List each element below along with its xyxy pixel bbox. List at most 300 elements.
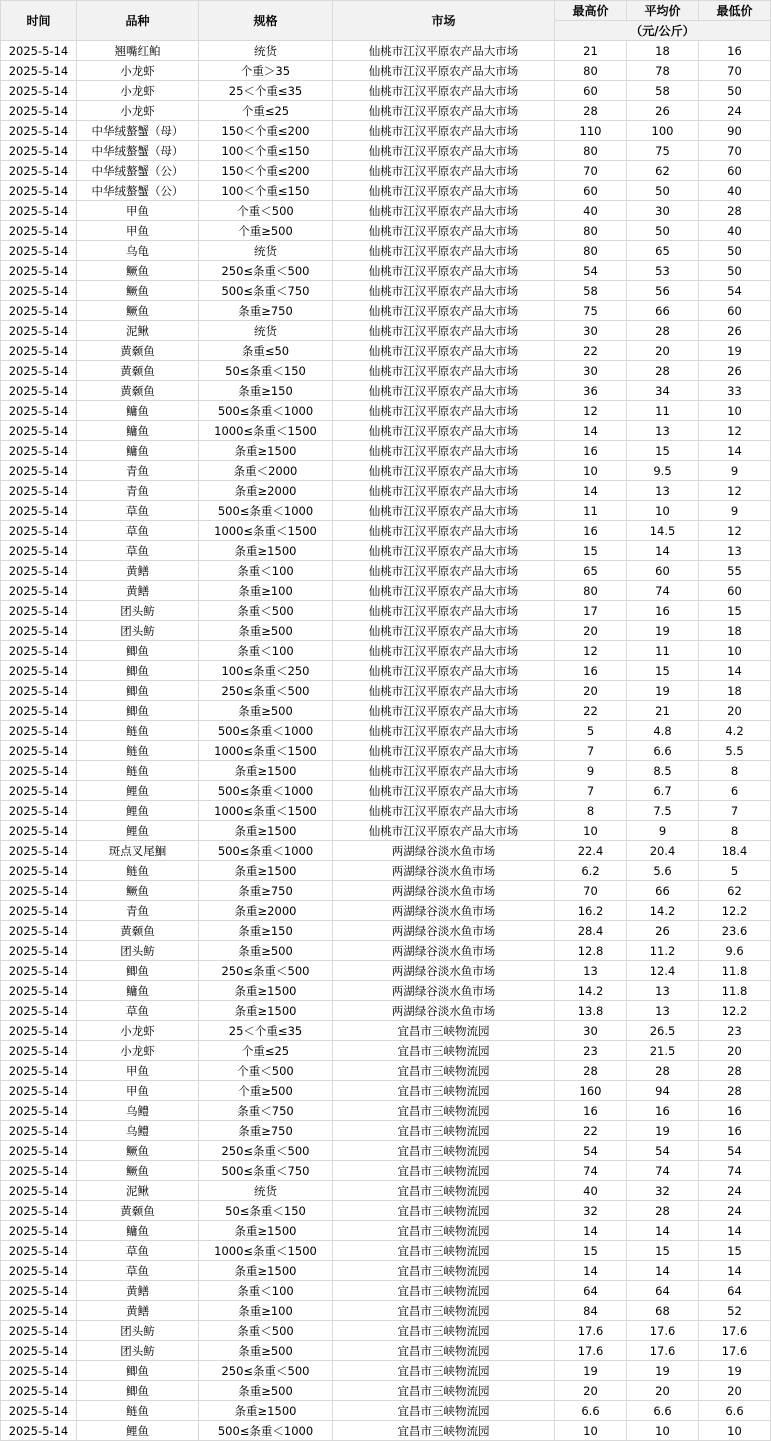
cell-avg: 50 — [627, 181, 699, 201]
cell-low: 70 — [699, 61, 771, 81]
cell-spec: 条重≥2000 — [199, 481, 333, 501]
table-row — [1, 281, 771, 301]
cell-market: 两湖绿谷淡水鱼市场 — [333, 941, 555, 961]
cell-spec: 1000≤条重＜1500 — [199, 421, 333, 441]
cell-market: 仙桃市江汉平原农产品大市场 — [333, 701, 555, 721]
cell-spec: 250≤条重＜500 — [199, 681, 333, 701]
cell-market: 仙桃市江汉平原农产品大市场 — [333, 681, 555, 701]
cell-low: 24 — [699, 101, 771, 121]
cell-variety: 黄颡鱼 — [77, 381, 199, 401]
cell-market: 宜昌市三峡物流园 — [333, 1101, 555, 1121]
cell-low: 12 — [699, 481, 771, 501]
cell-high: 9 — [555, 761, 627, 781]
cell-date: 2025-5-14 — [1, 741, 77, 761]
cell-avg: 21 — [627, 701, 699, 721]
cell-market: 仙桃市江汉平原农产品大市场 — [333, 641, 555, 661]
cell-high: 32 — [555, 1201, 627, 1221]
cell-variety: 鲫鱼 — [77, 641, 199, 661]
table-row — [1, 141, 771, 161]
cell-variety: 团头鲂 — [77, 941, 199, 961]
cell-market: 宜昌市三峡物流园 — [333, 1201, 555, 1221]
cell-variety: 泥鳅 — [77, 1181, 199, 1201]
table-row — [1, 901, 771, 921]
cell-avg: 68 — [627, 1301, 699, 1321]
cell-high: 7 — [555, 741, 627, 761]
cell-avg: 13 — [627, 1001, 699, 1021]
cell-date: 2025-5-14 — [1, 1101, 77, 1121]
table-row — [1, 701, 771, 721]
cell-avg: 34 — [627, 381, 699, 401]
cell-market: 仙桃市江汉平原农产品大市场 — [333, 61, 555, 81]
table-row — [1, 361, 771, 381]
cell-variety: 草鱼 — [77, 1241, 199, 1261]
cell-low: 14 — [699, 1221, 771, 1241]
cell-spec: 条重≥150 — [199, 921, 333, 941]
cell-variety: 甲鱼 — [77, 1081, 199, 1101]
cell-variety: 甲鱼 — [77, 201, 199, 221]
table-row — [1, 81, 771, 101]
cell-low: 12 — [699, 521, 771, 541]
cell-avg: 6.7 — [627, 781, 699, 801]
cell-low: 16 — [699, 1101, 771, 1121]
cell-low: 5 — [699, 861, 771, 881]
cell-low: 23.6 — [699, 921, 771, 941]
cell-variety: 鳜鱼 — [77, 1141, 199, 1161]
header-date: 时间 — [1, 1, 77, 41]
cell-avg: 28 — [627, 321, 699, 341]
cell-date: 2025-5-14 — [1, 941, 77, 961]
cell-avg: 14.2 — [627, 901, 699, 921]
cell-avg: 5.6 — [627, 861, 699, 881]
cell-variety: 鳙鱼 — [77, 421, 199, 441]
cell-market: 仙桃市江汉平原农产品大市场 — [333, 341, 555, 361]
cell-date: 2025-5-14 — [1, 781, 77, 801]
cell-variety: 鳙鱼 — [77, 401, 199, 421]
table-header — [1, 1, 771, 41]
table-row — [1, 1041, 771, 1061]
cell-spec: 150＜个重≤200 — [199, 121, 333, 141]
cell-spec: 500≤条重＜1000 — [199, 401, 333, 421]
cell-spec: 条重≥1500 — [199, 541, 333, 561]
cell-low: 26 — [699, 321, 771, 341]
cell-spec: 250≤条重＜500 — [199, 1141, 333, 1161]
cell-variety: 鲫鱼 — [77, 661, 199, 681]
cell-variety: 翘嘴红鲌 — [77, 41, 199, 61]
cell-variety: 鲤鱼 — [77, 1421, 199, 1441]
cell-variety: 中华绒螯蟹（公） — [77, 161, 199, 181]
cell-market: 宜昌市三峡物流园 — [333, 1061, 555, 1081]
table-row — [1, 441, 771, 461]
cell-low: 9.6 — [699, 941, 771, 961]
cell-variety: 鲫鱼 — [77, 961, 199, 981]
cell-market: 宜昌市三峡物流园 — [333, 1301, 555, 1321]
cell-spec: 50≤条重＜150 — [199, 1201, 333, 1221]
cell-date: 2025-5-14 — [1, 401, 77, 421]
cell-high: 14.2 — [555, 981, 627, 1001]
cell-low: 24 — [699, 1201, 771, 1221]
cell-variety: 鳜鱼 — [77, 261, 199, 281]
cell-variety: 泥鳅 — [77, 321, 199, 341]
cell-date: 2025-5-14 — [1, 41, 77, 61]
table-row — [1, 521, 771, 541]
cell-market: 仙桃市江汉平原农产品大市场 — [333, 621, 555, 641]
cell-date: 2025-5-14 — [1, 1061, 77, 1081]
cell-low: 19 — [699, 341, 771, 361]
header-avg: 平均价 — [627, 1, 699, 21]
cell-market: 宜昌市三峡物流园 — [333, 1041, 555, 1061]
cell-date: 2025-5-14 — [1, 1001, 77, 1021]
cell-low: 24 — [699, 1181, 771, 1201]
cell-high: 40 — [555, 201, 627, 221]
cell-high: 80 — [555, 581, 627, 601]
cell-high: 12 — [555, 401, 627, 421]
cell-spec: 条重＜100 — [199, 641, 333, 661]
cell-date: 2025-5-14 — [1, 1161, 77, 1181]
cell-avg: 21.5 — [627, 1041, 699, 1061]
cell-high: 14 — [555, 421, 627, 441]
table-row — [1, 501, 771, 521]
cell-high: 16 — [555, 441, 627, 461]
cell-low: 70 — [699, 141, 771, 161]
cell-variety: 黄颡鱼 — [77, 361, 199, 381]
cell-spec: 条重≥1500 — [199, 1261, 333, 1281]
cell-high: 22 — [555, 1121, 627, 1141]
table-row — [1, 1281, 771, 1301]
cell-low: 54 — [699, 281, 771, 301]
cell-spec: 个重≥500 — [199, 1081, 333, 1101]
cell-market: 两湖绿谷淡水鱼市场 — [333, 981, 555, 1001]
cell-market: 宜昌市三峡物流园 — [333, 1321, 555, 1341]
cell-avg: 12.4 — [627, 961, 699, 981]
table-row — [1, 1101, 771, 1121]
cell-market: 仙桃市江汉平原农产品大市场 — [333, 261, 555, 281]
cell-low: 18.4 — [699, 841, 771, 861]
table-row — [1, 641, 771, 661]
cell-high: 14 — [555, 481, 627, 501]
cell-spec: 500≤条重＜750 — [199, 1161, 333, 1181]
cell-variety: 青鱼 — [77, 461, 199, 481]
cell-variety: 小龙虾 — [77, 101, 199, 121]
cell-market: 仙桃市江汉平原农产品大市场 — [333, 221, 555, 241]
cell-low: 60 — [699, 581, 771, 601]
cell-variety: 鲢鱼 — [77, 761, 199, 781]
cell-market: 仙桃市江汉平原农产品大市场 — [333, 81, 555, 101]
cell-high: 58 — [555, 281, 627, 301]
cell-avg: 32 — [627, 1181, 699, 1201]
cell-high: 30 — [555, 321, 627, 341]
cell-low: 62 — [699, 881, 771, 901]
cell-avg: 14 — [627, 1261, 699, 1281]
cell-spec: 条重＜500 — [199, 601, 333, 621]
cell-market: 仙桃市江汉平原农产品大市场 — [333, 281, 555, 301]
cell-market: 两湖绿谷淡水鱼市场 — [333, 881, 555, 901]
cell-avg: 14 — [627, 1221, 699, 1241]
cell-spec: 条重＜100 — [199, 561, 333, 581]
cell-spec: 个重≤25 — [199, 101, 333, 121]
table-row — [1, 261, 771, 281]
cell-market: 宜昌市三峡物流园 — [333, 1401, 555, 1421]
cell-market: 仙桃市江汉平原农产品大市场 — [333, 561, 555, 581]
cell-avg: 100 — [627, 121, 699, 141]
cell-market: 两湖绿谷淡水鱼市场 — [333, 921, 555, 941]
cell-date: 2025-5-14 — [1, 921, 77, 941]
cell-variety: 鲫鱼 — [77, 681, 199, 701]
cell-date: 2025-5-14 — [1, 1421, 77, 1441]
cell-spec: 个重＜500 — [199, 201, 333, 221]
cell-market: 宜昌市三峡物流园 — [333, 1181, 555, 1201]
cell-spec: 150＜个重≤200 — [199, 161, 333, 181]
cell-date: 2025-5-14 — [1, 1361, 77, 1381]
cell-high: 28 — [555, 101, 627, 121]
cell-date: 2025-5-14 — [1, 341, 77, 361]
table-row — [1, 1341, 771, 1361]
table-row — [1, 1181, 771, 1201]
table-row — [1, 961, 771, 981]
cell-spec: 条重≥750 — [199, 1121, 333, 1141]
cell-spec: 250≤条重＜500 — [199, 261, 333, 281]
cell-market: 仙桃市江汉平原农产品大市场 — [333, 601, 555, 621]
table-row — [1, 841, 771, 861]
cell-avg: 54 — [627, 1141, 699, 1161]
cell-date: 2025-5-14 — [1, 1021, 77, 1041]
cell-variety: 中华绒螯蟹（公） — [77, 181, 199, 201]
cell-avg: 62 — [627, 161, 699, 181]
cell-avg: 16 — [627, 601, 699, 621]
cell-spec: 条重≤50 — [199, 341, 333, 361]
table-row — [1, 881, 771, 901]
cell-spec: 统货 — [199, 1181, 333, 1201]
cell-low: 15 — [699, 601, 771, 621]
cell-avg: 17.6 — [627, 1321, 699, 1341]
cell-spec: 条重≥100 — [199, 1301, 333, 1321]
cell-low: 6 — [699, 781, 771, 801]
cell-variety: 草鱼 — [77, 1001, 199, 1021]
header-variety: 品种 — [77, 1, 199, 41]
cell-spec: 250≤条重＜500 — [199, 1361, 333, 1381]
cell-date: 2025-5-14 — [1, 801, 77, 821]
cell-low: 74 — [699, 1161, 771, 1181]
cell-low: 17.6 — [699, 1321, 771, 1341]
cell-market: 仙桃市江汉平原农产品大市场 — [333, 501, 555, 521]
cell-date: 2025-5-14 — [1, 241, 77, 261]
cell-date: 2025-5-14 — [1, 1141, 77, 1161]
table-row — [1, 1221, 771, 1241]
cell-date: 2025-5-14 — [1, 601, 77, 621]
cell-low: 28 — [699, 1061, 771, 1081]
cell-avg: 11 — [627, 401, 699, 421]
cell-high: 20 — [555, 621, 627, 641]
cell-market: 仙桃市江汉平原农产品大市场 — [333, 321, 555, 341]
cell-avg: 30 — [627, 201, 699, 221]
cell-low: 20 — [699, 1381, 771, 1401]
cell-high: 21 — [555, 41, 627, 61]
cell-date: 2025-5-14 — [1, 1081, 77, 1101]
cell-low: 14 — [699, 661, 771, 681]
cell-variety: 小龙虾 — [77, 61, 199, 81]
cell-spec: 500≤条重＜1000 — [199, 501, 333, 521]
cell-spec: 条重≥1500 — [199, 761, 333, 781]
cell-date: 2025-5-14 — [1, 661, 77, 681]
table-row — [1, 1001, 771, 1021]
cell-variety: 小龙虾 — [77, 1041, 199, 1061]
cell-high: 110 — [555, 121, 627, 141]
cell-market: 两湖绿谷淡水鱼市场 — [333, 961, 555, 981]
cell-market: 仙桃市江汉平原农产品大市场 — [333, 661, 555, 681]
cell-high: 6.6 — [555, 1401, 627, 1421]
cell-spec: 500≤条重＜750 — [199, 281, 333, 301]
cell-date: 2025-5-14 — [1, 141, 77, 161]
cell-high: 12.8 — [555, 941, 627, 961]
table-row — [1, 981, 771, 1001]
header-spec: 规格 — [199, 1, 333, 41]
cell-low: 60 — [699, 161, 771, 181]
cell-low: 14 — [699, 441, 771, 461]
header-high: 最高价 — [555, 1, 627, 21]
cell-market: 仙桃市江汉平原农产品大市场 — [333, 541, 555, 561]
cell-market: 仙桃市江汉平原农产品大市场 — [333, 461, 555, 481]
cell-low: 23 — [699, 1021, 771, 1041]
cell-low: 20 — [699, 1041, 771, 1061]
cell-spec: 50≤条重＜150 — [199, 361, 333, 381]
cell-market: 仙桃市江汉平原农产品大市场 — [333, 41, 555, 61]
cell-market: 仙桃市江汉平原农产品大市场 — [333, 301, 555, 321]
cell-date: 2025-5-14 — [1, 1381, 77, 1401]
cell-spec: 条重≥150 — [199, 381, 333, 401]
table-row — [1, 481, 771, 501]
table-row — [1, 921, 771, 941]
table-row — [1, 381, 771, 401]
table-row — [1, 1321, 771, 1341]
cell-avg: 65 — [627, 241, 699, 261]
cell-high: 60 — [555, 81, 627, 101]
table-row — [1, 541, 771, 561]
cell-high: 20 — [555, 1381, 627, 1401]
cell-high: 13 — [555, 961, 627, 981]
cell-spec: 100≤条重＜250 — [199, 661, 333, 681]
cell-market: 仙桃市江汉平原农产品大市场 — [333, 761, 555, 781]
table-row — [1, 161, 771, 181]
cell-low: 5.5 — [699, 741, 771, 761]
table-row — [1, 861, 771, 881]
cell-market: 仙桃市江汉平原农产品大市场 — [333, 741, 555, 761]
cell-spec: 1000≤条重＜1500 — [199, 1241, 333, 1261]
cell-date: 2025-5-14 — [1, 281, 77, 301]
table-row — [1, 1381, 771, 1401]
cell-avg: 60 — [627, 561, 699, 581]
cell-spec: 个重≥500 — [199, 221, 333, 241]
cell-date: 2025-5-14 — [1, 1241, 77, 1261]
cell-avg: 10 — [627, 501, 699, 521]
header-market: 市场 — [333, 1, 555, 41]
cell-low: 16 — [699, 1121, 771, 1141]
table-row — [1, 681, 771, 701]
cell-date: 2025-5-14 — [1, 621, 77, 641]
cell-variety: 鲢鱼 — [77, 861, 199, 881]
cell-date: 2025-5-14 — [1, 1041, 77, 1061]
cell-spec: 条重≥1500 — [199, 821, 333, 841]
cell-low: 6.6 — [699, 1401, 771, 1421]
cell-low: 26 — [699, 361, 771, 381]
cell-spec: 100＜个重≤150 — [199, 181, 333, 201]
cell-low: 33 — [699, 381, 771, 401]
cell-date: 2025-5-14 — [1, 821, 77, 841]
cell-spec: 条重≥2000 — [199, 901, 333, 921]
cell-high: 23 — [555, 1041, 627, 1061]
table-row — [1, 781, 771, 801]
cell-market: 仙桃市江汉平原农产品大市场 — [333, 821, 555, 841]
cell-variety: 团头鲂 — [77, 621, 199, 641]
cell-high: 30 — [555, 1021, 627, 1041]
cell-avg: 56 — [627, 281, 699, 301]
cell-high: 16 — [555, 1101, 627, 1121]
cell-date: 2025-5-14 — [1, 1321, 77, 1341]
cell-market: 宜昌市三峡物流园 — [333, 1241, 555, 1261]
cell-high: 10 — [555, 1421, 627, 1441]
cell-low: 18 — [699, 621, 771, 641]
table-row — [1, 461, 771, 481]
table-row — [1, 621, 771, 641]
cell-market: 仙桃市江汉平原农产品大市场 — [333, 241, 555, 261]
cell-date: 2025-5-14 — [1, 321, 77, 341]
cell-variety: 鳜鱼 — [77, 881, 199, 901]
cell-low: 90 — [699, 121, 771, 141]
cell-market: 宜昌市三峡物流园 — [333, 1141, 555, 1161]
table-row — [1, 121, 771, 141]
cell-variety: 甲鱼 — [77, 221, 199, 241]
cell-date: 2025-5-14 — [1, 901, 77, 921]
cell-high: 10 — [555, 461, 627, 481]
cell-avg: 19 — [627, 681, 699, 701]
cell-avg: 7.5 — [627, 801, 699, 821]
cell-date: 2025-5-14 — [1, 521, 77, 541]
cell-variety: 团头鲂 — [77, 601, 199, 621]
cell-low: 12.2 — [699, 1001, 771, 1021]
header-unit: （元/公斤） — [555, 21, 771, 41]
cell-variety: 甲鱼 — [77, 1061, 199, 1081]
cell-low: 10 — [699, 641, 771, 661]
cell-variety: 黄颡鱼 — [77, 341, 199, 361]
cell-spec: 条重≥1500 — [199, 1001, 333, 1021]
table-row — [1, 1361, 771, 1381]
cell-high: 36 — [555, 381, 627, 401]
cell-date: 2025-5-14 — [1, 721, 77, 741]
table-row — [1, 821, 771, 841]
cell-market: 仙桃市江汉平原农产品大市场 — [333, 201, 555, 221]
cell-market: 两湖绿谷淡水鱼市场 — [333, 1001, 555, 1021]
cell-low: 64 — [699, 1281, 771, 1301]
cell-variety: 鳜鱼 — [77, 1161, 199, 1181]
cell-date: 2025-5-14 — [1, 1261, 77, 1281]
cell-low: 16 — [699, 41, 771, 61]
cell-date: 2025-5-14 — [1, 1121, 77, 1141]
cell-market: 宜昌市三峡物流园 — [333, 1081, 555, 1101]
cell-market: 宜昌市三峡物流园 — [333, 1261, 555, 1281]
cell-market: 宜昌市三峡物流园 — [333, 1121, 555, 1141]
table-row — [1, 201, 771, 221]
table-row — [1, 101, 771, 121]
cell-avg: 74 — [627, 581, 699, 601]
table-row — [1, 421, 771, 441]
cell-low: 18 — [699, 681, 771, 701]
cell-variety: 黄鳝 — [77, 581, 199, 601]
header-low: 最低价 — [699, 1, 771, 21]
cell-spec: 条重≥500 — [199, 621, 333, 641]
cell-high: 70 — [555, 881, 627, 901]
cell-variety: 草鱼 — [77, 501, 199, 521]
cell-avg: 75 — [627, 141, 699, 161]
cell-variety: 团头鲂 — [77, 1321, 199, 1341]
cell-market: 宜昌市三峡物流园 — [333, 1421, 555, 1441]
